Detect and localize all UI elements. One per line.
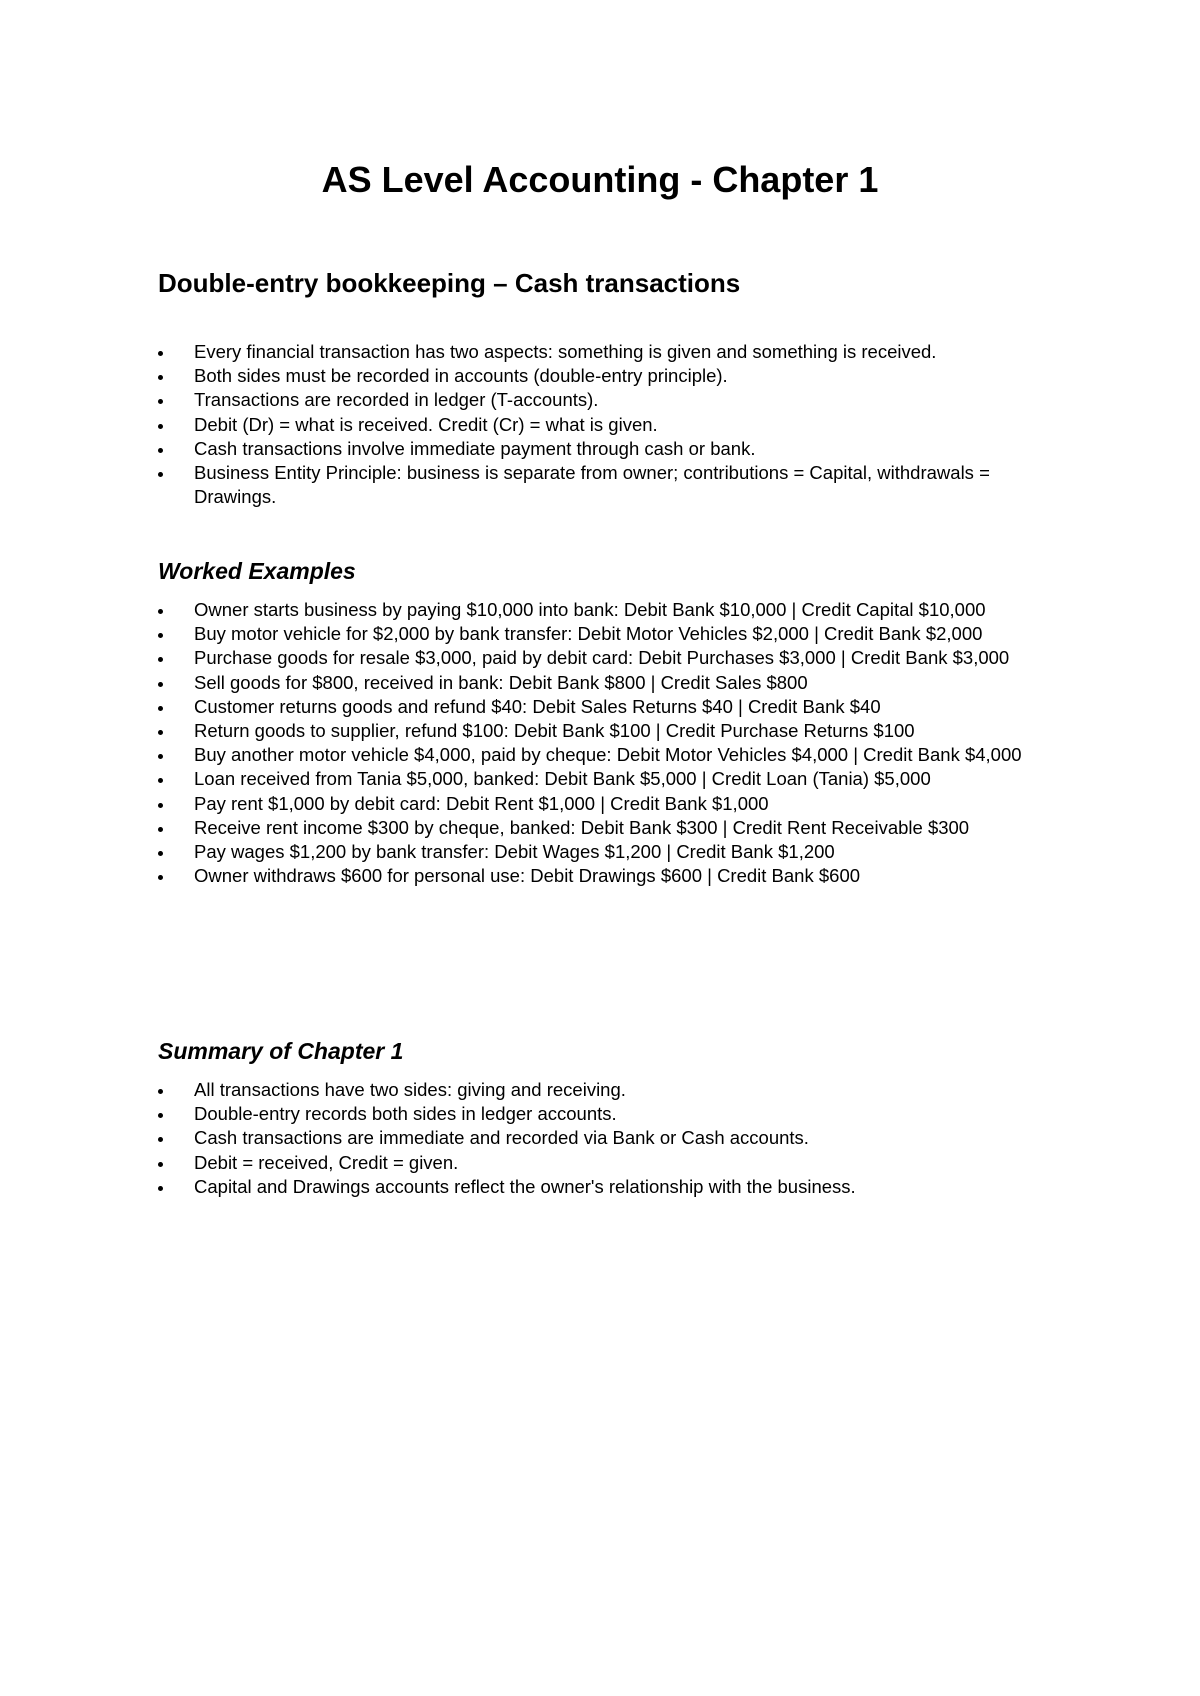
bullet-icon [158,1162,163,1167]
bullet-icon [158,1089,163,1094]
bullet-icon [158,448,163,453]
list-item-text: Return goods to supplier, refund $100: Debit Bank $100 | Credit Purchase Returns $100 [194,720,915,742]
list-item [158,1175,1058,1199]
list-item-text: Cash transactions are immediate and recorded via Bank or Cash accounts. [194,1127,809,1149]
worked-examples-list [158,598,1058,888]
list-item-text: Debit = received, Credit = given. [194,1151,459,1173]
bullet-icon [158,1113,163,1118]
bullet-icon [158,351,163,356]
page-title: AS Level Accounting - Chapter 1 [321,159,879,200]
list-item [158,1151,1058,1175]
list-item-text: Pay rent $1,000 by debit card: Debit Rent $1,000 | Credit Bank $1,000 [194,792,769,814]
list-item-text: Every financial transaction has two aspects: something is given and something is received. [194,341,937,362]
list-item [158,598,1058,622]
list-item-text: Business Entity Principle: business is separate from owner; contributions = Capital, withdrawals = Drawings. [194,462,990,508]
list-item-text: Loan received from Tania $5,000, banked: Debit Bank $5,000 | Credit Loan (Tania) $5,000 [194,768,931,790]
list-item-text: Cash transactions involve immediate payment through cash or bank. [194,437,756,459]
bullet-icon [158,657,163,662]
list-item [158,461,1058,509]
bullet-icon [158,730,163,735]
list-item-text: Buy motor vehicle for $2,000 by bank transfer: Debit Motor Vehicles $2,000 | Credit Bank $2,000 [194,623,983,645]
section-heading: Double-entry bookkeeping – Cash transactions [158,268,741,298]
list-item-text: Transactions are recorded in ledger (T-accounts). [194,389,599,411]
list-item [158,413,1058,437]
list-item [158,1102,1058,1126]
list-item-text: Pay wages $1,200 by bank transfer: Debit Wages $1,200 | Credit Bank $1,200 [194,841,835,863]
list-item-text: Customer returns goods and refund $40: Debit Sales Returns $40 | Credit Bank $40 [194,695,881,717]
list-item [158,743,1058,767]
list-item-text: Receive rent income $300 by cheque, banked: Debit Bank $300 | Credit Rent Receivable $300 [194,816,970,838]
bullet-icon [158,803,163,808]
list-item [158,388,1058,412]
list-item [158,816,1058,840]
list-item [158,840,1058,864]
list-item [158,695,1058,719]
list-item-text: Capital and Drawings accounts reflect the owner's relationship with the business. [194,1175,856,1197]
bullet-icon [158,1137,163,1142]
bullet-icon [158,875,163,880]
list-item [158,340,1058,364]
bullet-icon [158,375,163,380]
list-item [158,1126,1058,1150]
list-item-text: Double-entry records both sides in ledger accounts. [194,1103,617,1125]
list-item [158,767,1058,791]
list-item-text: Both sides must be recorded in accounts (double-entry principle). [194,365,728,387]
bullet-icon [158,778,163,783]
summary-heading: Summary of Chapter 1 [158,1038,404,1064]
list-item [158,1078,1058,1102]
bullet-icon [158,633,163,638]
bullet-icon [158,754,163,759]
summary-list [158,1078,1058,1199]
worked-examples-heading: Worked Examples [158,558,356,584]
bullet-icon [158,851,163,856]
bullet-icon [158,472,163,477]
list-item-text: Owner withdraws $600 for personal use: Debit Drawings $600 | Credit Bank $600 [194,865,861,887]
list-item [158,646,1058,670]
bullet-icon [158,827,163,832]
bullet-icon [158,399,163,404]
bullet-icon [158,1186,163,1191]
list-item-text: Debit (Dr) = what is received. Credit (Cr) = what is given. [194,413,658,435]
bullet-icon [158,682,163,687]
list-item [158,622,1058,646]
list-item-text: Owner starts business by paying $10,000 into bank: Debit Bank $10,000 | Credit Capital $10,000 [194,599,986,620]
list-item [158,671,1058,695]
bullet-icon [158,609,163,614]
list-item [158,719,1058,743]
bullet-icon [158,424,163,429]
list-item-text: All transactions have two sides: giving and receiving. [194,1079,626,1100]
list-item [158,437,1058,461]
list-item [158,864,1058,888]
section-bullet-list [158,340,1058,509]
bullet-icon [158,706,163,711]
list-item [158,792,1058,816]
list-item-text: Sell goods for $800, received in bank: Debit Bank $800 | Credit Sales $800 [194,671,808,693]
list-item-text: Buy another motor vehicle $4,000, paid by cheque: Debit Motor Vehicles $4,000 | Credit Bank $4,000 [194,744,1022,766]
list-item-text: Purchase goods for resale $3,000, paid by debit card: Debit Purchases $3,000 | Credit Bank $3,000 [194,647,1010,669]
list-item [158,364,1058,388]
